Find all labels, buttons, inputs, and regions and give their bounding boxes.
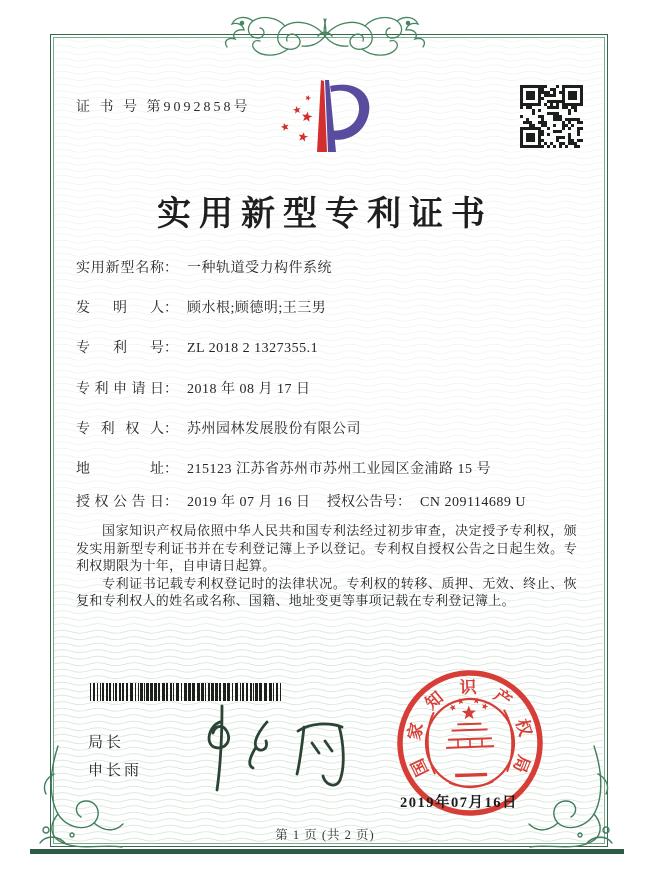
barcode xyxy=(90,683,286,701)
cnipa-patent-logo xyxy=(273,78,378,160)
svg-text:国: 国 xyxy=(407,755,433,780)
logo-purple-bowl xyxy=(329,85,369,140)
field-row-inventors xyxy=(76,297,596,319)
field-row-patent-name xyxy=(76,257,596,279)
field-label: 专利权人 xyxy=(76,422,164,437)
svg-text:权: 权 xyxy=(511,716,535,739)
field-row-address xyxy=(76,458,596,480)
field-value: 顾水根;顾德明;王三男 xyxy=(187,301,327,316)
field-value: 2018 年 08 月 17 日 xyxy=(187,382,311,397)
svg-text:局: 局 xyxy=(509,752,534,776)
dragon-ornament xyxy=(208,12,442,60)
field-row-patent-number xyxy=(76,337,596,359)
field-row-patentee xyxy=(76,418,596,440)
field-label: 实用新型名称 xyxy=(76,261,164,276)
field-label: 地址 xyxy=(76,462,164,477)
field-row-filing-date xyxy=(76,378,596,400)
svg-text:家: 家 xyxy=(404,721,427,742)
field-value: 苏州园林发展股份有限公司 xyxy=(187,422,361,437)
grant-number-label: 授权公告号 xyxy=(327,495,397,510)
field-row-grant xyxy=(76,491,596,513)
certificate-title: 实用新型专利证书 xyxy=(157,196,493,233)
field-colon: ： xyxy=(164,422,178,437)
field-label: 专利申请日 xyxy=(76,382,164,397)
field-colon: ： xyxy=(164,341,178,356)
certificate-number: 证 书 号 第9092858号 xyxy=(76,100,251,115)
field-colon: ： xyxy=(164,382,178,397)
grant-number-pair xyxy=(327,491,526,511)
legal-text-block xyxy=(76,522,577,610)
field-colon: ： xyxy=(164,462,178,477)
seal-date: 2019年07月16日 xyxy=(400,795,518,811)
legal-paragraph-1: 国家知识产权局依照中华人民共和国专利法经过初步审查，决定授予专利权，颁发实用新型专利证书并在专利登记簿上予以登记。专利权自授权公告之日起生效。专利权期限为十年，自申请日起算。 xyxy=(76,523,577,574)
grant-date-value: 2019 年 07 月 16 日 xyxy=(187,495,311,510)
field-value: 215123 江苏省苏州市苏州工业园区金浦路 15 号 xyxy=(187,462,491,477)
field-label: 发明人 xyxy=(76,301,164,316)
svg-text:产: 产 xyxy=(490,685,516,711)
director-name: 申长雨 xyxy=(88,762,143,779)
legal-paragraph-2: 专利证书记载专利权登记时的法律状况。专利权的转移、质押、无效、终止、恢复和专利权人的姓名或名称、国籍、地址变更等事项记载在专利登记簿上。 xyxy=(76,575,577,609)
field-colon: ： xyxy=(164,301,178,316)
grant-date-label: 授权公告日 xyxy=(76,495,164,510)
page-number: 第 1 页 (共 2 页) xyxy=(275,828,375,842)
svg-text:识: 识 xyxy=(459,677,477,698)
field-colon: ： xyxy=(397,495,411,510)
field-colon: ： xyxy=(164,261,178,276)
grant-number-value: CN 209114689 U xyxy=(420,495,527,510)
director-signature xyxy=(192,700,357,800)
field-colon: ： xyxy=(164,495,178,510)
logo-stars xyxy=(281,95,313,141)
qr-code xyxy=(520,85,583,148)
field-value: ZL 2018 2 1327355.1 xyxy=(187,341,319,356)
page-bottom-edge xyxy=(30,849,624,854)
svg-text:知: 知 xyxy=(421,687,447,714)
director-title: 局长 xyxy=(88,734,125,751)
field-label: 专利号 xyxy=(76,341,164,356)
field-value: 一种轨道受力构件系统 xyxy=(187,261,332,276)
